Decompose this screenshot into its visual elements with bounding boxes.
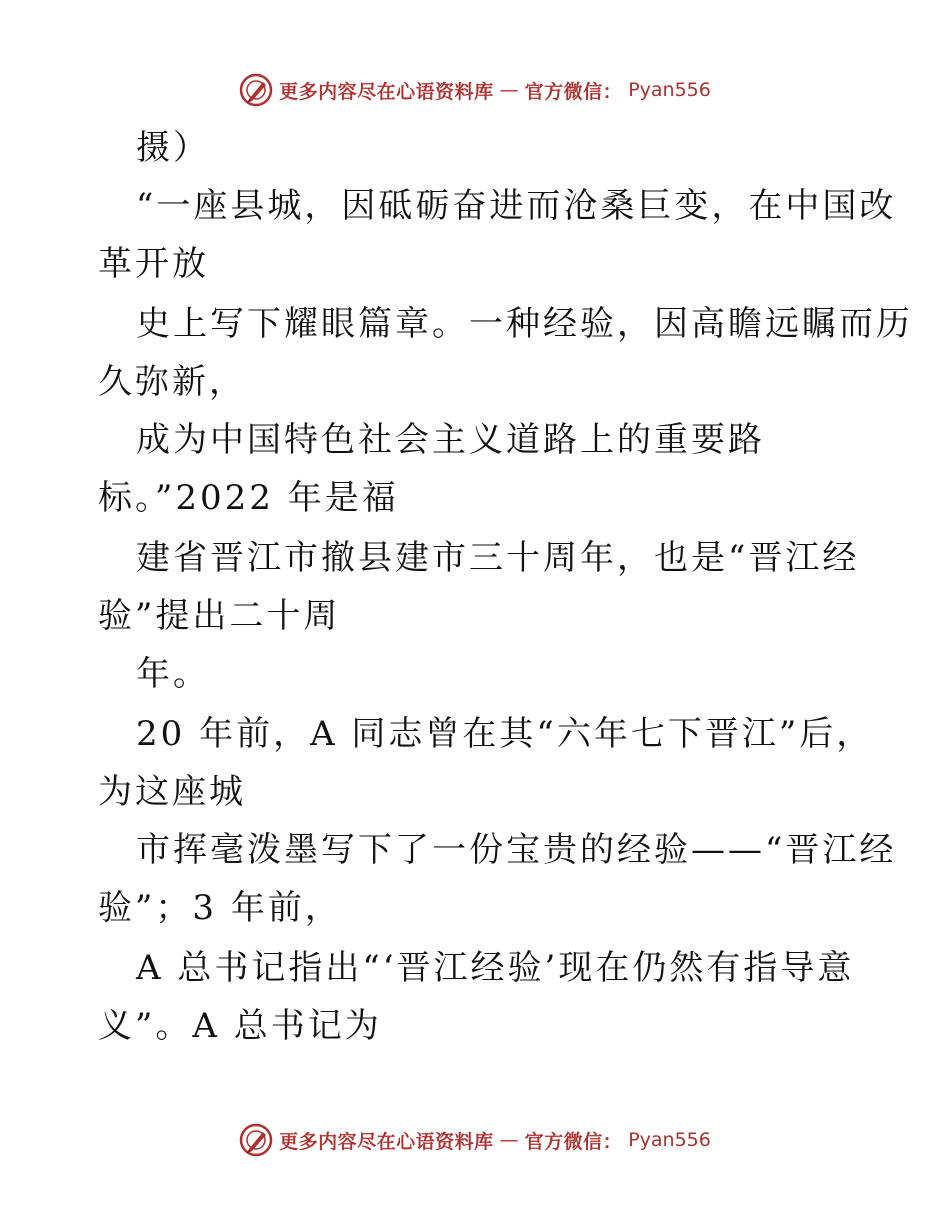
footer-wechat-id: Pyan556 [628,1129,711,1151]
footer-banner [0,1120,950,1160]
text-line: 摄） [136,128,210,168]
pen-logo-icon [239,1123,273,1157]
text-line: A 总书记指出“‘晋江经验’现在仍然有指导意 [136,948,855,988]
text-line: 为这座城 [98,772,246,812]
text-line: 建省晋江市撤县建市三十周年，也是“晋江经 [136,538,860,578]
header-banner [0,70,950,110]
text-line: 20 年前，A 同志曾在其“六年七下晋江”后， [136,714,874,754]
header-wechat-id: Pyan556 [628,79,711,101]
text-line: 革开放 [98,244,209,284]
footer-brand-text: 更多内容尽在心语资料库 [279,1130,494,1153]
pen-logo-icon [239,73,273,107]
text-line: 验”提出二十周 [98,596,341,636]
text-line: 义”。A 总书记为 [98,1006,382,1046]
text-line: 标。”2022 年是福 [98,478,399,518]
text-line: 年。 [136,654,210,694]
text-line: 史上写下耀眼篇章。一种经验，因高瞻远瞩而历 [136,304,913,344]
text-line: 验”；3 年前， [98,888,342,928]
header-separator: — [499,79,519,101]
text-line: “一座县城，因砥砺奋进而沧桑巨变，在中国改 [136,186,897,226]
header-brand-text: 更多内容尽在心语资料库 [279,80,494,103]
text-line: 市挥毫泼墨写下了一份宝贵的经验——“晋江经 [136,830,897,870]
footer-wechat-label: 官方微信： [524,1130,623,1153]
header-wechat-label: 官方微信： [524,80,623,103]
footer-separator: — [499,1129,519,1151]
text-line: 成为中国特色社会主义道路上的重要路 [136,420,765,460]
text-line: 久弥新， [98,362,246,402]
